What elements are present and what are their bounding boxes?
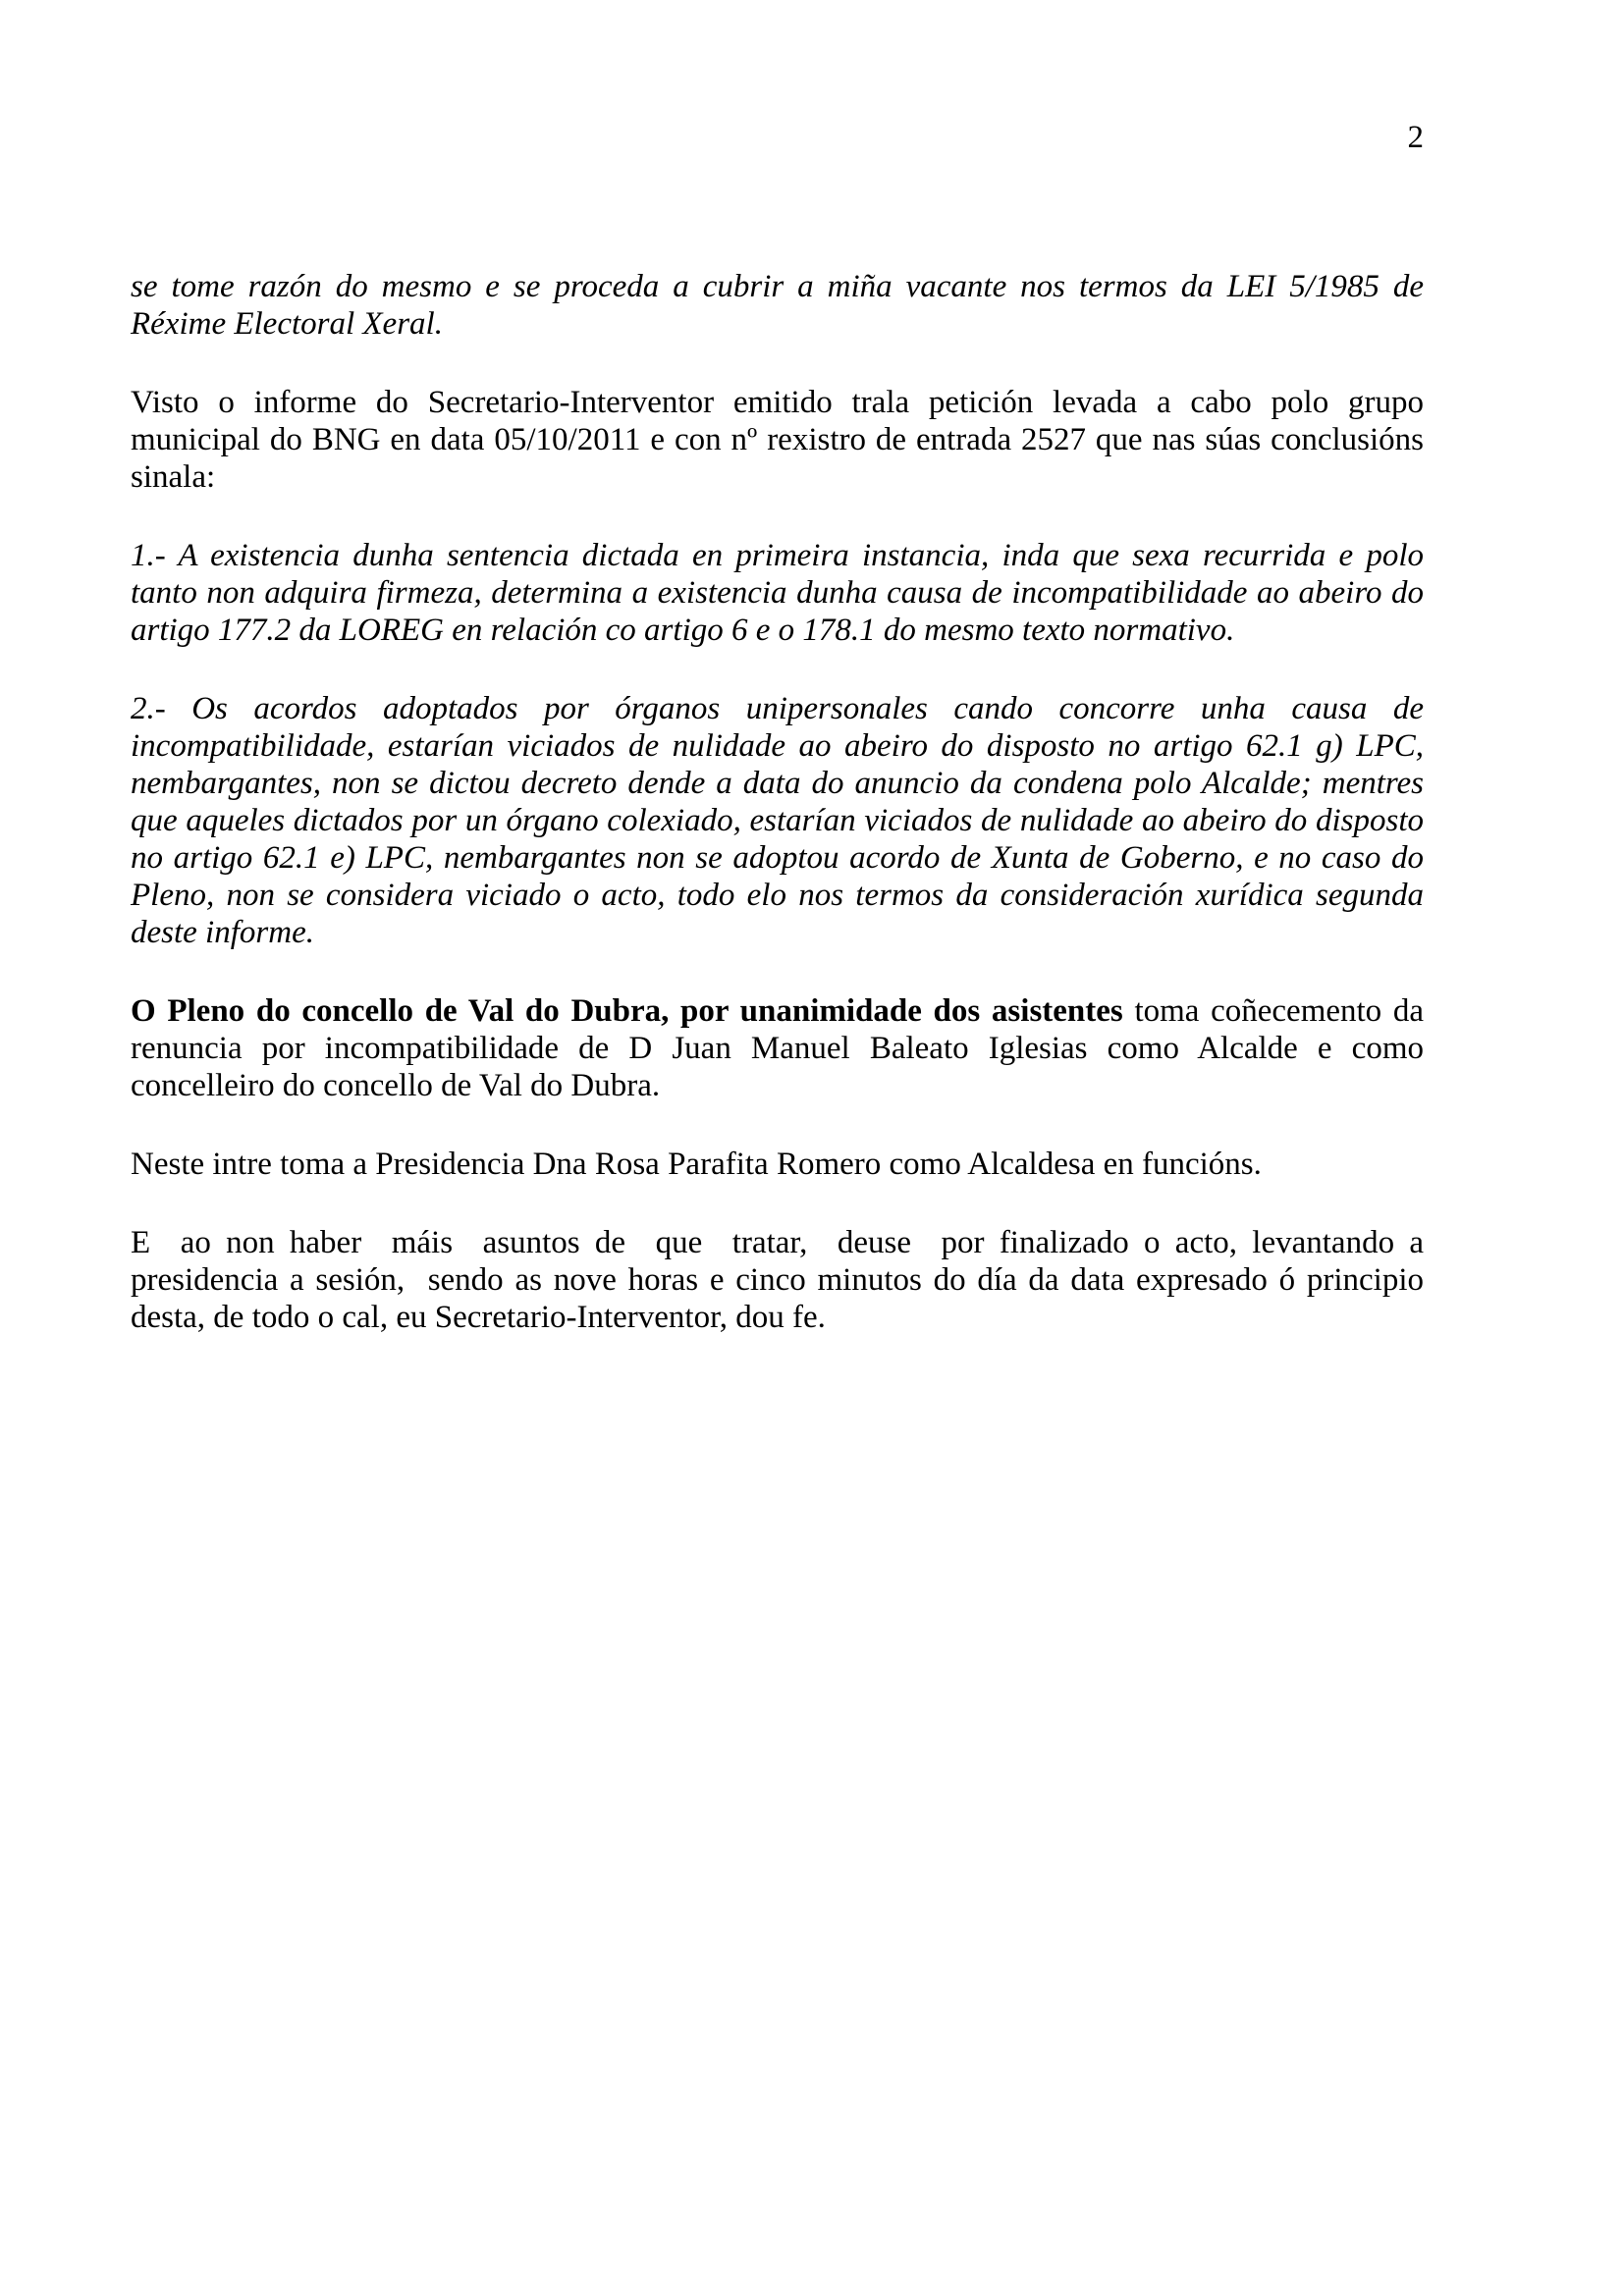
document-content [131,0,1433,1336]
paragraph-pleno-acordo [131,992,1433,1104]
pleno-acordo-bold-lead: O Pleno do concello de Val do Dubra, por unanimidade dos asistentes [131,993,1123,1029]
paragraph-presidencia: Neste intre toma a Presidencia Dna Rosa Parafita Romero como Alcaldesa en funcións. [131,1147,1262,1182]
paragraph-resignation-quote: se tome razón do mesmo e se proceda a cubrir a miña vacante nos termos da LEI 5/1985 de Réxime Electoral Xeral. [131,269,1433,342]
paragraph-conclusion-2: 2.- Os acordos adoptados por órganos unipersonales cando concorre unha causa de incompatibilidade, estarían viciados de nulidade ao abeiro do disposto no artigo 62.1 g) LPC, nembargantes, non se dictou decreto dende a data do anuncio da condena polo Alcalde; mentres que aqueles dictados por un órgano colexiado, estarían viciados de nulidade ao abeiro do disposto no artigo 62.1 e) LPC, nembargantes non se adoptou acordo de Xunta de Goberno, e no caso do Pleno, non se considera viciado o acto, todo elo nos termos da consideración xurídica segunda deste informe. [131,691,1433,950]
paragraph-closing: E ao non haber máis asuntos de que tratar, deuse por finalizado o acto, levantando a presidencia a sesión, sendo as nove horas e cinco minutos do día da data expresado ó principio desta, de todo o cal, eu Secretario-Interventor, dou fe. [131,1225,1433,1335]
page-number: 2 [1407,120,1424,155]
paragraph-conclusion-1: 1.- A existencia dunha sentencia dictada en primeira instancia, inda que sexa recurrida e polo tanto non adquira firmeza, determina a existencia dunha causa de incompatibilidade ao abeiro do artigo 177.2 da LOREG en relación co artigo 6 e o 178.1 do mesmo texto normativo. [131,538,1433,648]
paragraph-visto-informe: Visto o informe do Secretario-Interventor emitido trala petición levada a cabo polo grupo municipal do BNG en data 05/10/2011 e con nº rexistro de entrada 2527 que nas súas conclusións sinala: [131,385,1433,495]
pleno-acordo-normal-tail: toma coñecemento da renuncia por incompatibilidade de D Juan Manuel Baleato Iglesias como Alcalde e como concelleiro do concello de Val do Dubra. [131,993,1433,1103]
